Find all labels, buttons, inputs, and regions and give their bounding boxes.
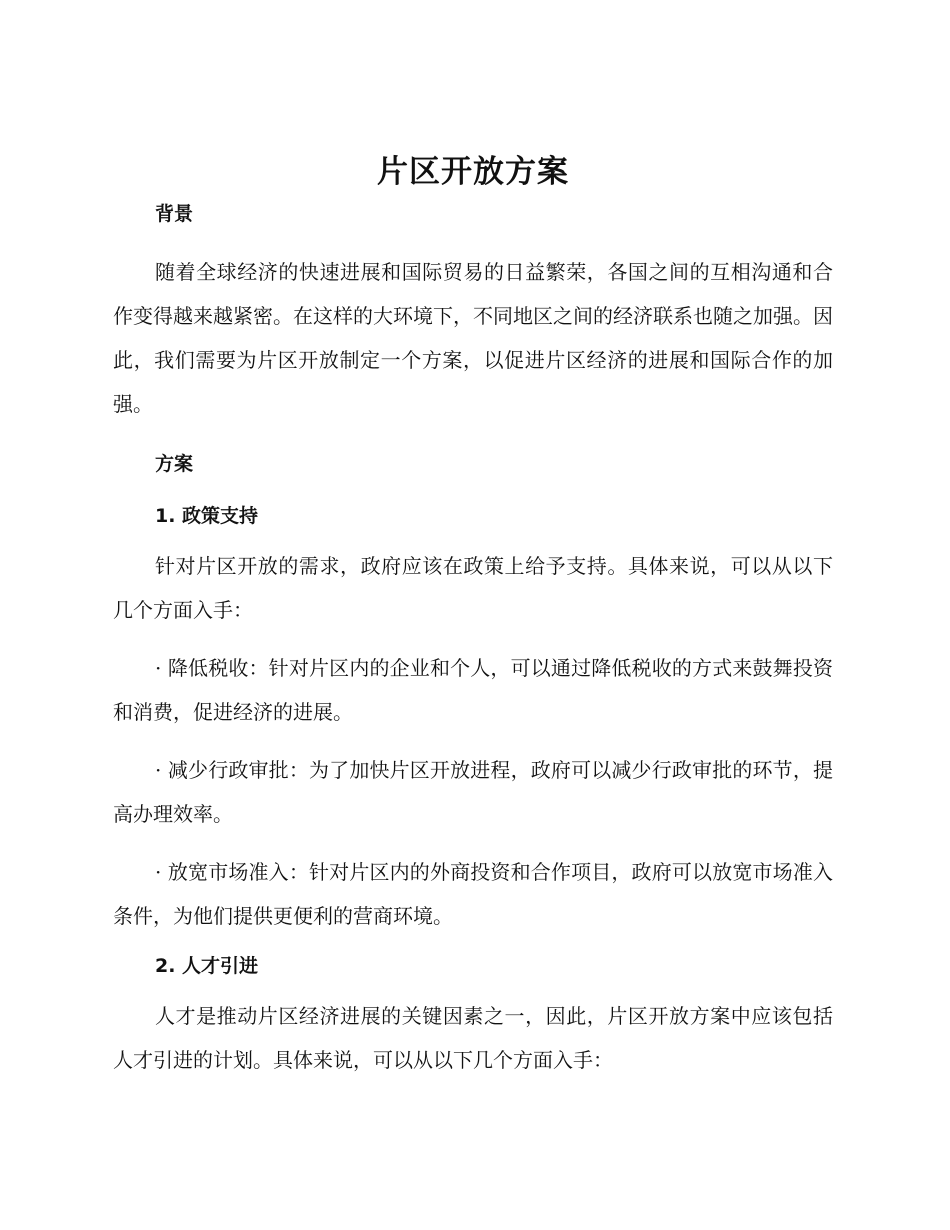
document-title: 片区开放方案 <box>377 154 569 190</box>
talent-intro-paragraph: 人才是推动片区经济进展的关键因素之一，因此，片区开放方案中应该包括人才引进的计划。具体来说，可以从以下几个方面入手： <box>113 1004 833 1072</box>
policy-item-approval: · 减少行政审批：为了加快片区开放进程，政府可以减少行政审批的环节，提高办理效率。 <box>113 758 833 826</box>
talent-heading: 2. 人才引进 <box>155 955 259 977</box>
background-paragraph: 随着全球经济的快速进展和国际贸易的日益繁荣，各国之间的互相沟通和合作变得越来越紧密。在这样的大环境下，不同地区之间的经济联系也随之加强。因此，我们需要为片区开放制定一个方案，以促进片区经济的进展和国际合作的加强。 <box>113 260 833 416</box>
document-body <box>113 148 833 1082</box>
policy-item-market-access: · 放宽市场准入：针对片区内的外商投资和合作项目，政府可以放宽市场准入条件，为他们提供更便利的营商环境。 <box>113 860 833 928</box>
policy-item-tax: · 降低税收：针对片区内的企业和个人，可以通过降低税收的方式来鼓舞投资和消费，促进经济的进展。 <box>113 656 833 724</box>
policy-intro-paragraph: 针对片区开放的需求，政府应该在政策上给予支持。具体来说，可以从以下几个方面入手： <box>113 554 833 622</box>
background-heading: 背景 <box>155 203 194 225</box>
policy-support-heading: 1. 政策支持 <box>155 505 259 527</box>
plan-heading: 方案 <box>155 453 194 475</box>
